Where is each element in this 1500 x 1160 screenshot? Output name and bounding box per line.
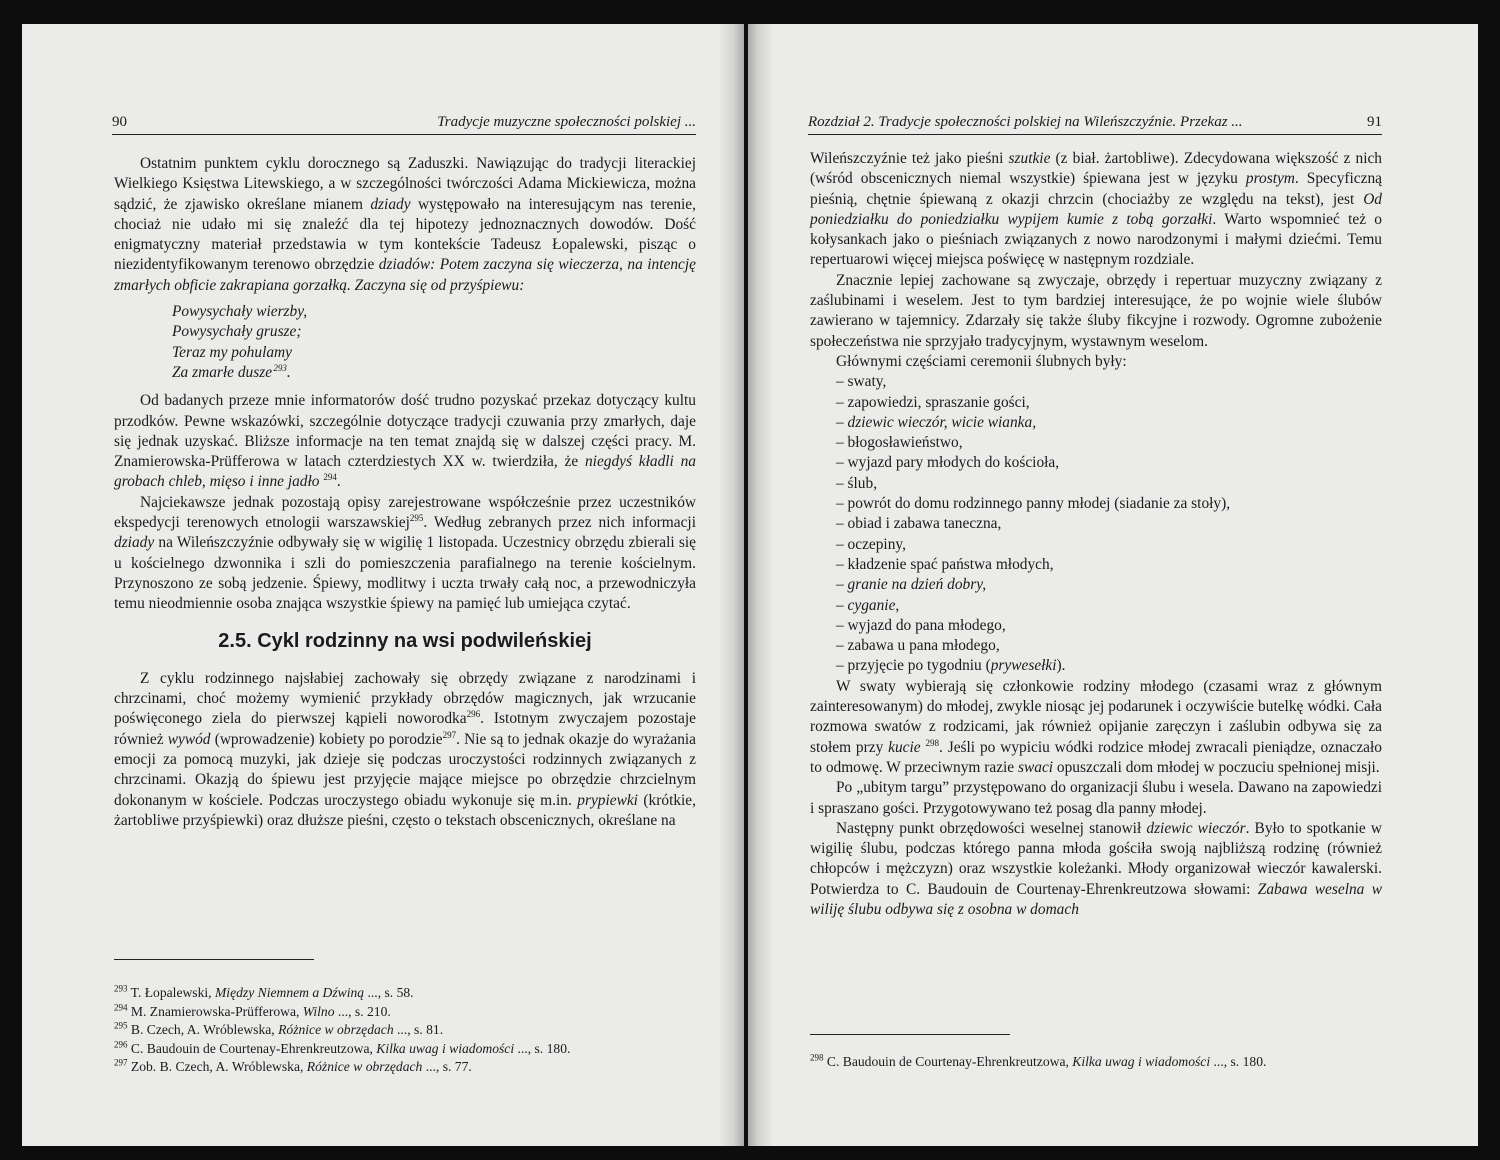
text-run: występowało na interesującym nas terenie, chociaż nie udało mi się znaleźć dla tej hipotezy jednoznacznych dowodów. Dość enigmatyczny materiał przedstawia w tym kontekście Tadeusz Łopalewski, pisząc o niezidentyfikowanym terenowo obrzędzie (114, 195, 696, 274)
list-item (810, 453, 1382, 473)
italic-text: Od poniedziałku do poniedziałku wypijem kumie z tobą gorzałki (810, 190, 1382, 228)
footnote-rule (114, 959, 314, 960)
body-text (810, 149, 1382, 920)
running-title: Rozdział 2. Tradycje społeczności polskiej na Wileńszczyźnie. Przekaz ... (808, 114, 1243, 130)
text-run: Następny punkt obrzędowości weselnej stanowił (836, 819, 1147, 837)
text-run: T. Łopalewski, (127, 985, 215, 1000)
text-run: – oczepiny, (836, 535, 906, 553)
text-run: – zapowiedzi, spraszanie gości, (836, 393, 1030, 411)
list-item (810, 535, 1382, 555)
text-run: – wyjazd pary młodych do kościoła, (836, 454, 1060, 472)
text-run: – kładzenie spać państwa młodych, (836, 555, 1054, 573)
text-run: Po „ubitym targu” przystępowano do organizacji ślubu i wesela. Dawano na zapowiedzi i spraszano gości. Przygotowywano też posag dla panny młodej. (810, 779, 1382, 817)
footnote-rule (810, 1034, 1010, 1035)
italic-text: kucie (888, 738, 921, 756)
text-run: . (336, 473, 341, 491)
footnote-ref: 296 (466, 709, 481, 720)
text-run: C. Baudouin de Courtenay-Ehrenkreutzowa, (823, 1054, 1073, 1069)
verse-line-text: Za zmarłe dusze (172, 363, 273, 381)
verse-line: Powysychały grusze; (172, 323, 302, 341)
text-run: ..., s. 180. (514, 1040, 571, 1056)
footnote-ref: 297 (114, 1057, 128, 1068)
text-run: . Według zebranych przez nich informacji (423, 514, 696, 532)
text-run: . Nie są to jednak okazje do wyrażania emocji za pomocą muzyki, jak dzieje się podczas uroczystości rodzinnych związanych z chrzcinami. Okazją do śpiewu jest przyjęcie mające miejsce po obrzędzie chrzcielnym dokonanym w kościele. Podczas uroczystego obiadu wykonuje się m.in. (114, 730, 696, 809)
text-run: – (836, 576, 848, 594)
text-run: . Istotnym zwyczajem pozostaje również (114, 710, 696, 748)
footnote-ref: 295 (114, 1020, 128, 1031)
text-run: Najciekawsze jednak pozostają opisy zarejestrowane współcześnie przez uczestników ekspedycji terenowych etnologii warszawskiej (114, 493, 696, 532)
text-run: . Było to spotkanie w wigilię ślubu, podczas którego panna młoda gościła swoją najbliższą rodzinę (również chłopców i mężczyzn) oraz wszystkie koleżanki. Młody organizował wieczór kawalerski. Potwierdza to C. Baudouin de Courtenay-Ehrenkreutzowa słowami: (810, 819, 1382, 898)
italic-text: niegdyś kładli na grobach chleb, mięso i inne jadło (114, 453, 697, 491)
list-item (810, 596, 1382, 616)
list-item (810, 474, 1382, 494)
footnote (114, 1058, 696, 1077)
paragraph (810, 149, 1382, 271)
italic-text: Wilno (302, 1003, 335, 1019)
text-run: C. Baudouin de Courtenay-Ehrenkreutzowa, (127, 1040, 377, 1056)
italic-text: prostym (1245, 170, 1295, 188)
text-run: – zabawa u pana młodego, (836, 637, 1000, 655)
right-page (748, 24, 1478, 1146)
italic-text: Zabawa weselna w wiliję ślubu odbywa się z osobna w domach (810, 880, 1382, 918)
list-item (810, 494, 1382, 514)
text-run: . Warto wspomnieć też o kołysankach jako o pieśniach związanych z nowo narodzonymi i małymi dziećmi. Temu repertuarowi więcej miejsca poświęcę w następnym rozdziale. (810, 210, 1382, 269)
list-item (810, 616, 1382, 636)
list-item (810, 433, 1382, 453)
italic-text: Kilka uwag i wiadomości (1072, 1054, 1211, 1069)
footnotes (810, 1053, 1382, 1072)
list-item (810, 514, 1382, 534)
footnote-ref: 296 (114, 1038, 128, 1049)
text-run: – obiad i zabawa taneczna, (836, 515, 1002, 533)
text-run: . Specyficzną pieśnią, chętnie śpiewaną z okazji chrzcin (chociażby ze względu na tekst), jest (810, 170, 1382, 208)
gutter-shadow (718, 24, 744, 1146)
section-heading: 2.5. Cykl rodzinny na wsi podwileńskiej (218, 629, 592, 652)
footnote-ref: 295 (409, 512, 424, 523)
text-run: – błogosławieństwo, (836, 434, 963, 452)
italic-text: Różnice w obrzędach (306, 1059, 423, 1074)
italic-text: dziadów: Potem zaczyna się wieczerza, na intencję zmarłych obficie zakrapiana gorzałką. Zaczyna się od przyśpiewu: (114, 256, 696, 294)
list-item (810, 636, 1382, 656)
paragraph (114, 154, 696, 296)
italic-text: wywód (167, 730, 211, 748)
list-item (810, 413, 1382, 433)
running-title: Tradycje muzyczne społeczności polskiej ... (437, 114, 696, 130)
text-run: – (836, 596, 848, 614)
footnote (114, 1021, 696, 1040)
text-run: – ślub, (836, 474, 878, 492)
italic-text: szutkie (1008, 150, 1051, 167)
footnote (114, 1003, 696, 1022)
footnote-ref: 294 (323, 472, 337, 483)
footnote-ref: 298 (810, 1052, 824, 1063)
text-run: – przyjęcie po tygodniu ( (836, 657, 991, 675)
paragraph (810, 677, 1382, 778)
text-run: ..., s. 180. (1210, 1054, 1267, 1069)
verse-line: Powysychały wierzby, (172, 303, 308, 321)
text-run: ). (1056, 657, 1066, 675)
list-item (810, 555, 1382, 575)
text-run: Z cyklu rodzinnego najsłabiej zachowały się obrzędy związane z narodzinami i chrzcinami, choć możemy wymienić przykłady obrzędów magicznych, jak wrzucanie poświęconego ziela do pierwszej kąpieli noworodka (114, 669, 696, 728)
italic-text: Między Niemnem a Dźwiną (214, 985, 365, 1000)
italic-text: dziewic wieczór (1146, 819, 1246, 837)
text-run: ..., s. 81. (393, 1022, 444, 1037)
footnote-ref: 297 (442, 729, 457, 740)
text-run: (krótkie, żartobliwe przyśpiewki) oraz dłuższe pieśni, często o tekstach obscenicznych, określane na (114, 791, 696, 829)
text-run: Od badanych przeze mnie informatorów dość trudno pozyskać przekaz dotyczący kultu przodków. Pewne wskazówki, szczególnie dotyczące tradycji czuwania przy zmarłych, daje się jednak uzyskać. Bliższe informacje na ten temat znajdą się w dalszej części pracy. M. Znamierowska-Prüfferowa w latach czterdziestych XX w. twierdziła, że (114, 392, 696, 471)
verse-quote (172, 302, 696, 383)
footnotes (114, 984, 696, 1077)
text-run: – wyjazd do pana młodego, (836, 616, 1006, 634)
list-item (810, 372, 1382, 392)
footnote-ref: 294 (114, 1001, 128, 1012)
text-run: ..., s. 58. (364, 985, 414, 1000)
page-number: 90 (112, 114, 127, 130)
footnote (114, 984, 696, 1003)
gutter-shadow (748, 24, 774, 1146)
italic-text: granie na dzień dobry, (847, 576, 987, 594)
italic-text: dziady (114, 534, 155, 552)
footnote (114, 1040, 696, 1059)
list-intro: Głównymi częściami ceremonii ślubnych były: (836, 352, 1127, 370)
paragraph (810, 819, 1382, 920)
running-head (808, 114, 1382, 135)
footnote-ref: 293 (114, 983, 128, 994)
verse-line: Teraz my pohulamy (172, 343, 292, 361)
text-run: (z biał. żartobliwe). Zdecydowana większość z nich (wśród obscenicznych niemal wszystkie) śpiewana jest w języku (810, 150, 1383, 188)
paragraph (114, 493, 696, 615)
list-item (810, 575, 1382, 595)
text-run: – swaty, (836, 373, 887, 391)
italic-text: prypiewki (577, 791, 638, 809)
body-text (114, 154, 696, 831)
text-run: W swaty wybierają się członkowie rodziny młodego (czasami wraz z głównym zainteresowanym) do młodej, zwykle niosąc jej podarunek i oczywiście butelkę wódki. Cała rozmowa swatów z rodzicami, jak również opijanie zaręczyn i zaślubin odbywa się za stołem przy (810, 677, 1382, 756)
paragraph (810, 271, 1382, 352)
italic-text: Kilka uwag i wiadomości (376, 1040, 515, 1056)
verse-line: Za zmarłe dusze $^{293}$. (172, 362, 291, 381)
paragraph (114, 669, 696, 831)
text-run: Znacznie lepiej zachowane są zwyczaje, obrzędy i repertuar muzyczny związany z zaślubinami i weselem. Jest to tym bardziej interesujące, że po wojnie wiele ślubów zawierano w tajemnicy. Zdarzały się także śluby fikcyjne i rozwody. Ogromne zubożenie społeczeństwa nie sprzyjało tradycyjnym, wystawnym weselom. (810, 271, 1382, 350)
paragraph (810, 778, 1382, 819)
italic-text: dziewic wieczór, wicie wianka, (847, 413, 1037, 431)
running-head (112, 114, 696, 135)
paragraph (114, 391, 696, 492)
text-run: Wileńszczyźnie też jako pieśni (810, 150, 1009, 167)
footnote (810, 1053, 1382, 1072)
text-run: B. Czech, A. Wróblewska, (127, 1022, 279, 1037)
list-item (810, 393, 1382, 413)
text-run: (wprowadzenie) kobiety po porodzie (210, 730, 443, 748)
italic-text: cyganie, (847, 596, 900, 614)
list-item (810, 656, 1382, 676)
text-run: na Wileńszczyźnie odbywały się w wigilię 1 listopada. Uczestnicy obrzędu zbierali się u kościelnego dzwonnika i szli do pomieszczenia parafialnego na terenie kościelnym. Przynoszono ze sobą jedzenie. Śpiewy, modlitwy i uczta trwały całą noc, a przewodniczyła temu nieodmiennie osoba znająca wszystkie śpiewy na pamięć lub umiejąca czytać. (114, 534, 696, 613)
text-run: ..., s. 77. (422, 1059, 472, 1074)
text-run: opuszczali dom młodej w poczuciu spełnionej misji. (1053, 758, 1380, 776)
italic-text: dziady (370, 195, 411, 213)
italic-text: swaci (1018, 758, 1054, 776)
page-number: 91 (1367, 114, 1382, 130)
text-run: – powrót do domu rodzinnego panny młodej (siadanie za stoły), (836, 495, 1231, 513)
text-run: . Jeśli po wypiciu wódki rodzice młodej zwracali pieniądze, oznaczało to odmowę. W przeciwnym razie (810, 738, 1382, 776)
text-run: ..., s. 210. (334, 1003, 391, 1019)
text-run: – (836, 413, 848, 431)
left-page (22, 24, 744, 1146)
footnote-ref: 298 (925, 737, 939, 748)
footnote-ref: 293 (273, 362, 287, 373)
italic-text: prywesełki (990, 657, 1057, 675)
text-run: Zob. B. Czech, A. Wróblewska, (127, 1059, 307, 1074)
italic-text: Różnice w obrzędach (278, 1022, 394, 1037)
text-run: M. Znamierowska-Prüfferowa, (127, 1003, 303, 1019)
ceremony-list (810, 372, 1382, 676)
text-run: Ostatnim punktem cyklu dorocznego są Zaduszki. Nawiązując do tradycji literackiej Wielkiego Księstwa Litewskiego, a w szczególności twórczości Adama Mickiewicza, można sądzić, że zjawisko określane mianem (114, 155, 696, 213)
